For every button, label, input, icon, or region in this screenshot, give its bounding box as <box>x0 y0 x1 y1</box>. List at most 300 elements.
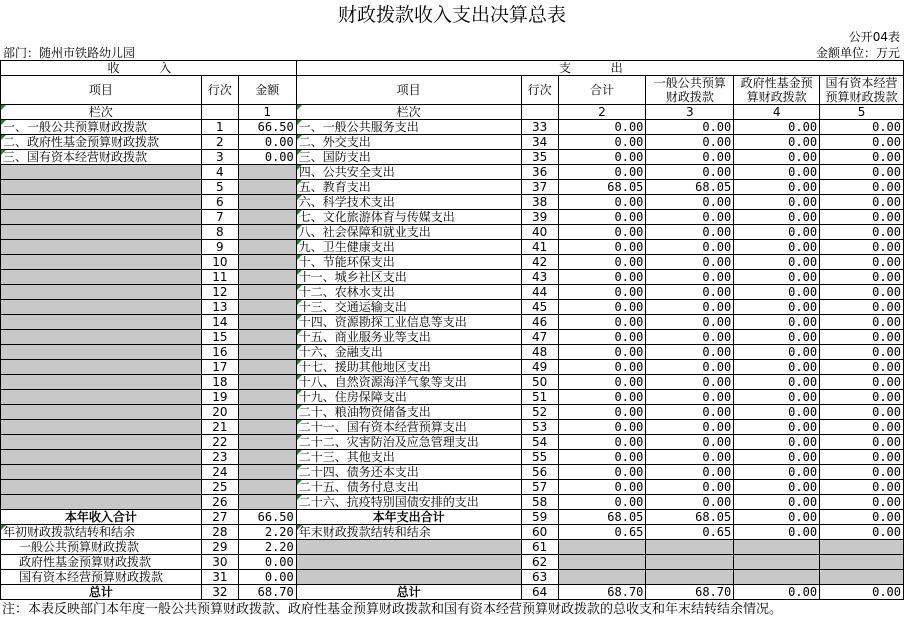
expense-soe: 0.00 <box>820 180 904 195</box>
expense-row-no: 49 <box>521 360 558 375</box>
expense-total: 0.00 <box>558 495 646 510</box>
expense-general: 0.00 <box>646 345 734 360</box>
income-amount <box>238 375 296 390</box>
income-item <box>1 165 202 180</box>
expense-soe: 0.00 <box>820 345 904 360</box>
table-row <box>1 330 904 345</box>
col-header-gov-fund: 政府性基金预算财政拨款 <box>734 76 820 105</box>
table-row <box>1 120 904 135</box>
table-row <box>1 180 904 195</box>
expense-soe: 0.00 <box>820 315 904 330</box>
income-row-no: 18 <box>201 375 238 390</box>
income-item <box>1 495 202 510</box>
expense-blank-soe <box>820 570 904 585</box>
year-expense-general: 68.05 <box>646 510 734 525</box>
income-row-no: 2 <box>201 135 238 150</box>
income-item: 二、政府性基金预算财政拨款 <box>1 135 202 150</box>
expense-general: 0.00 <box>646 450 734 465</box>
income-item <box>1 360 202 375</box>
expense-general: 0.00 <box>646 165 734 180</box>
income-amount <box>238 270 296 285</box>
lanci-5: 5 <box>820 105 904 120</box>
income-item <box>1 225 202 240</box>
report-title: 财政拨款收入支出决算总表 <box>337 4 566 26</box>
table-row <box>1 345 904 360</box>
expense-general: 0.00 <box>646 375 734 390</box>
carry-out-total: 0.65 <box>558 525 646 540</box>
expense-total: 0.00 <box>558 435 646 450</box>
income-row-no: 12 <box>201 285 238 300</box>
expense-blank-fund <box>734 570 820 585</box>
year-income-amount: 66.50 <box>238 510 296 525</box>
expense-total: 0.00 <box>558 120 646 135</box>
expense-fund: 0.00 <box>734 165 820 180</box>
expense-row-no: 48 <box>521 345 558 360</box>
income-row-no: 1 <box>201 120 238 135</box>
expense-general: 0.00 <box>646 330 734 345</box>
expense-soe: 0.00 <box>820 225 904 240</box>
income-item <box>1 450 202 465</box>
income-row-no: 8 <box>201 225 238 240</box>
expense-blank-general <box>646 570 734 585</box>
expense-soe: 0.00 <box>820 240 904 255</box>
expense-total: 0.00 <box>558 210 646 225</box>
expense-item: 六、科学技术支出 <box>296 195 521 210</box>
expense-item: 一、一般公共服务支出 <box>296 120 521 135</box>
expense-general: 0.00 <box>646 435 734 450</box>
expense-fund: 0.00 <box>734 225 820 240</box>
expense-total: 0.00 <box>558 450 646 465</box>
income-amount <box>238 330 296 345</box>
expense-total: 0.00 <box>558 360 646 375</box>
income-row-no: 26 <box>201 495 238 510</box>
income-row-no: 13 <box>201 300 238 315</box>
carry-in-detail-amount: 2.20 <box>238 540 296 555</box>
income-item <box>1 270 202 285</box>
expense-fund: 0.00 <box>734 345 820 360</box>
expense-item: 二十一、国有资本经营预算支出 <box>296 420 521 435</box>
income-amount <box>238 195 296 210</box>
table-row <box>1 480 904 495</box>
expense-soe: 0.00 <box>820 195 904 210</box>
col-header-item-right: 项目 <box>296 76 521 105</box>
carry-in-row-no: 28 <box>201 525 238 540</box>
expense-fund: 0.00 <box>734 450 820 465</box>
income-item: 一、一般公共预算财政拨款 <box>1 120 202 135</box>
expense-item: 十二、农林水支出 <box>296 285 521 300</box>
income-amount <box>238 450 296 465</box>
expense-general: 0.00 <box>646 270 734 285</box>
expense-row-no: 47 <box>521 330 558 345</box>
expense-fund: 0.00 <box>734 495 820 510</box>
income-item <box>1 390 202 405</box>
year-total-row <box>1 510 904 525</box>
expense-total: 0.00 <box>558 315 646 330</box>
col-header-item-left: 项目 <box>1 76 202 105</box>
income-row-no: 15 <box>201 330 238 345</box>
expense-item: 十六、金融支出 <box>296 345 521 360</box>
income-amount <box>238 285 296 300</box>
expense-item: 二十二、灾害防治及应急管理支出 <box>296 435 521 450</box>
grand-left-amount: 68.70 <box>238 585 296 600</box>
department-label: 部门：随州市铁路幼儿园 <box>3 46 136 60</box>
expense-row-no: 54 <box>521 435 558 450</box>
income-row-no: 22 <box>201 435 238 450</box>
income-item <box>1 240 202 255</box>
table-row <box>1 435 904 450</box>
table-row <box>1 390 904 405</box>
expense-soe: 0.00 <box>820 330 904 345</box>
expense-row-no: 50 <box>521 375 558 390</box>
expense-total: 68.05 <box>558 180 646 195</box>
income-amount: 0.00 <box>238 150 296 165</box>
expense-fund: 0.00 <box>734 465 820 480</box>
income-item <box>1 375 202 390</box>
income-row-no: 6 <box>201 195 238 210</box>
expense-blank-total <box>558 540 646 555</box>
table-row <box>1 420 904 435</box>
income-item <box>1 465 202 480</box>
expense-blank-soe <box>820 540 904 555</box>
carry-out-fund: 0.00 <box>734 525 820 540</box>
income-row-no: 5 <box>201 180 238 195</box>
income-row-no: 16 <box>201 345 238 360</box>
income-item <box>1 255 202 270</box>
year-income-label: 本年收入合计 <box>1 510 202 525</box>
income-row-no: 23 <box>201 450 238 465</box>
table-row <box>1 135 904 150</box>
expense-item: 十九、住房保障支出 <box>296 390 521 405</box>
expense-total: 0.00 <box>558 420 646 435</box>
carry-in-detail-row-no: 29 <box>201 540 238 555</box>
expense-row-no: 35 <box>521 150 558 165</box>
expense-blank-fund <box>734 540 820 555</box>
expense-fund: 0.00 <box>734 375 820 390</box>
income-row-no: 7 <box>201 210 238 225</box>
expense-row-no: 53 <box>521 420 558 435</box>
grand-right-total: 68.70 <box>558 585 646 600</box>
expense-soe: 0.00 <box>820 120 904 135</box>
expense-total: 0.00 <box>558 300 646 315</box>
expense-fund: 0.00 <box>734 420 820 435</box>
carry-in-detail-row-no: 31 <box>201 570 238 585</box>
income-amount <box>238 360 296 375</box>
expense-general: 0.00 <box>646 240 734 255</box>
expense-soe: 0.00 <box>820 210 904 225</box>
expense-general: 68.05 <box>646 180 734 195</box>
income-item <box>1 300 202 315</box>
carry-in-label: 年初财政拨款结转和结余 <box>1 525 202 540</box>
income-item <box>1 420 202 435</box>
expense-general: 0.00 <box>646 255 734 270</box>
expense-blank-fund <box>734 555 820 570</box>
expense-general: 0.00 <box>646 135 734 150</box>
income-amount <box>238 345 296 360</box>
expense-row-no: 37 <box>521 180 558 195</box>
income-row-no: 9 <box>201 240 238 255</box>
expense-general: 0.00 <box>646 150 734 165</box>
year-income-row-no: 27 <box>201 510 238 525</box>
expense-row-no: 52 <box>521 405 558 420</box>
grand-right-fund: 0.00 <box>734 585 820 600</box>
expense-blank-item <box>296 555 521 570</box>
expense-fund: 0.00 <box>734 330 820 345</box>
expense-total: 0.00 <box>558 225 646 240</box>
grand-right-soe: 0.00 <box>820 585 904 600</box>
table-row <box>1 270 904 285</box>
year-expense-row-no: 59 <box>521 510 558 525</box>
expense-row-no: 58 <box>521 495 558 510</box>
expense-total: 0.00 <box>558 345 646 360</box>
income-amount: 0.00 <box>238 135 296 150</box>
expense-general: 0.00 <box>646 225 734 240</box>
expense-soe: 0.00 <box>820 435 904 450</box>
income-amount <box>238 435 296 450</box>
year-expense-soe: 0.00 <box>820 510 904 525</box>
income-item <box>1 480 202 495</box>
income-item <box>1 435 202 450</box>
expense-row-no: 39 <box>521 210 558 225</box>
expense-fund: 0.00 <box>734 315 820 330</box>
table-row <box>1 240 904 255</box>
income-item <box>1 315 202 330</box>
table-row <box>1 375 904 390</box>
expense-fund: 0.00 <box>734 360 820 375</box>
expense-fund: 0.00 <box>734 435 820 450</box>
footnote: 注：本表反映部门本年度一般公共预算财政拨款、政府性基金预算财政拨款和国有资本经营预算财政拨款的总收支和年末结转结余情况。 <box>2 602 783 617</box>
income-row-no: 25 <box>201 480 238 495</box>
grand-right-general: 68.70 <box>646 585 734 600</box>
lanci-3: 3 <box>646 105 734 120</box>
expense-fund: 0.00 <box>734 195 820 210</box>
amount-unit-label: 金额单位：万元 <box>815 46 900 60</box>
carry-in-detail-amount: 0.00 <box>238 570 296 585</box>
expense-total: 0.00 <box>558 330 646 345</box>
expense-item: 二十、粮油物资储备支出 <box>296 405 521 420</box>
income-item: 三、国有资本经营财政拨款 <box>1 150 202 165</box>
expense-item: 三、国防支出 <box>296 150 521 165</box>
income-row-no: 17 <box>201 360 238 375</box>
income-amount <box>238 210 296 225</box>
lanci-2: 2 <box>558 105 646 120</box>
income-row-no: 10 <box>201 255 238 270</box>
income-amount <box>238 405 296 420</box>
income-amount <box>238 255 296 270</box>
income-amount <box>238 495 296 510</box>
expense-item: 二、外交支出 <box>296 135 521 150</box>
expense-fund: 0.00 <box>734 120 820 135</box>
expense-detail-row-no: 62 <box>521 555 558 570</box>
income-amount <box>238 480 296 495</box>
table-row <box>1 315 904 330</box>
expense-total: 0.00 <box>558 150 646 165</box>
income-item <box>1 345 202 360</box>
expense-general: 0.00 <box>646 405 734 420</box>
form-code: 公开04表 <box>848 30 900 44</box>
expense-fund: 0.00 <box>734 270 820 285</box>
expense-detail-row-no: 63 <box>521 570 558 585</box>
table-row <box>1 450 904 465</box>
expense-item: 十四、资源勘探工业信息等支出 <box>296 315 521 330</box>
carry-in-detail-row <box>1 570 904 585</box>
col-header-row-no-right: 行次 <box>521 76 558 105</box>
expense-item: 十三、交通运输支出 <box>296 300 521 315</box>
expense-blank-item <box>296 570 521 585</box>
expense-fund: 0.00 <box>734 240 820 255</box>
expense-general: 0.00 <box>646 480 734 495</box>
expense-total: 0.00 <box>558 270 646 285</box>
expense-row-no: 45 <box>521 300 558 315</box>
expense-total: 0.00 <box>558 480 646 495</box>
lanci-label-right: 栏次 <box>296 105 521 120</box>
expense-fund: 0.00 <box>734 285 820 300</box>
income-amount <box>238 240 296 255</box>
table-row <box>1 150 904 165</box>
expense-item: 十五、商业服务业等支出 <box>296 330 521 345</box>
income-item <box>1 195 202 210</box>
expense-item: 二十四、债务还本支出 <box>296 465 521 480</box>
expense-fund: 0.00 <box>734 135 820 150</box>
expense-total: 0.00 <box>558 405 646 420</box>
expense-general: 0.00 <box>646 285 734 300</box>
year-expense-fund: 0.00 <box>734 510 820 525</box>
income-amount: 66.50 <box>238 120 296 135</box>
expense-soe: 0.00 <box>820 420 904 435</box>
expense-blank-general <box>646 555 734 570</box>
grand-right-row-no: 64 <box>521 585 558 600</box>
expense-total: 0.00 <box>558 285 646 300</box>
expense-general: 0.00 <box>646 315 734 330</box>
income-row-no: 19 <box>201 390 238 405</box>
expense-total: 0.00 <box>558 165 646 180</box>
income-row-no: 20 <box>201 405 238 420</box>
lanci-1: 1 <box>238 105 296 120</box>
expense-blank-total <box>558 570 646 585</box>
expense-row-no: 40 <box>521 225 558 240</box>
expense-total: 0.00 <box>558 195 646 210</box>
expense-row-no: 38 <box>521 195 558 210</box>
expense-fund: 0.00 <box>734 255 820 270</box>
expense-row-no: 41 <box>521 240 558 255</box>
expense-general: 0.00 <box>646 495 734 510</box>
income-amount <box>238 180 296 195</box>
carry-in-detail-label: 一般公共预算财政拨款 <box>1 540 202 555</box>
expense-row-no: 57 <box>521 480 558 495</box>
expense-soe: 0.00 <box>820 270 904 285</box>
carry-in-detail-row-no: 30 <box>201 555 238 570</box>
expense-item: 九、卫生健康支出 <box>296 240 521 255</box>
expense-item: 十七、援助其他地区支出 <box>296 360 521 375</box>
expense-soe: 0.00 <box>820 480 904 495</box>
expense-general: 0.00 <box>646 195 734 210</box>
expense-soe: 0.00 <box>820 255 904 270</box>
expense-total: 0.00 <box>558 375 646 390</box>
expense-row-no: 51 <box>521 390 558 405</box>
expense-general: 0.00 <box>646 120 734 135</box>
expense-blank-total <box>558 555 646 570</box>
expense-item: 十一、城乡社区支出 <box>296 270 521 285</box>
income-item <box>1 330 202 345</box>
expense-row-no: 42 <box>521 255 558 270</box>
fiscal-summary-table <box>0 60 904 600</box>
table-row <box>1 495 904 510</box>
expense-item: 二十三、其他支出 <box>296 450 521 465</box>
expense-soe: 0.00 <box>820 495 904 510</box>
expense-total: 0.00 <box>558 255 646 270</box>
income-item <box>1 180 202 195</box>
expense-item: 七、文化旅游体育与传媒支出 <box>296 210 521 225</box>
expense-item: 八、社会保障和就业支出 <box>296 225 521 240</box>
expense-general: 0.00 <box>646 465 734 480</box>
expense-row-no: 46 <box>521 315 558 330</box>
table-row <box>1 300 904 315</box>
expense-item: 四、公共安全支出 <box>296 165 521 180</box>
grand-left-row-no: 32 <box>201 585 238 600</box>
expense-soe: 0.00 <box>820 465 904 480</box>
col-header-general-budget: 一般公共预算财政拨款 <box>646 76 734 105</box>
expense-row-no: 33 <box>521 120 558 135</box>
income-amount <box>238 315 296 330</box>
carry-out-general: 0.65 <box>646 525 734 540</box>
expense-total: 0.00 <box>558 240 646 255</box>
expense-soe: 0.00 <box>820 450 904 465</box>
expense-fund: 0.00 <box>734 405 820 420</box>
table-row <box>1 465 904 480</box>
income-amount <box>238 165 296 180</box>
table-row <box>1 195 904 210</box>
expense-soe: 0.00 <box>820 375 904 390</box>
carry-out-row-no: 60 <box>521 525 558 540</box>
expense-row-no: 34 <box>521 135 558 150</box>
income-row-no: 21 <box>201 420 238 435</box>
expense-general: 0.00 <box>646 390 734 405</box>
grand-left-label: 总计 <box>1 585 202 600</box>
carry-in-detail-label: 政府性基金预算财政拨款 <box>1 555 202 570</box>
expense-header: 支 出 <box>296 61 903 76</box>
income-row-no: 14 <box>201 315 238 330</box>
carry-in-detail-row <box>1 540 904 555</box>
carry-over-row <box>1 525 904 540</box>
lanci-blank-right <box>521 105 558 120</box>
expense-item: 十八、自然资源海洋气象等支出 <box>296 375 521 390</box>
lanci-blank-left <box>201 105 238 120</box>
expense-row-no: 44 <box>521 285 558 300</box>
col-header-amount: 金额 <box>238 76 296 105</box>
expense-detail-row-no: 61 <box>521 540 558 555</box>
income-amount <box>238 465 296 480</box>
lanci-4: 4 <box>734 105 820 120</box>
expense-total: 0.00 <box>558 465 646 480</box>
expense-item: 五、教育支出 <box>296 180 521 195</box>
expense-soe: 0.00 <box>820 390 904 405</box>
table-row <box>1 225 904 240</box>
carry-in-detail-row <box>1 555 904 570</box>
income-amount <box>238 300 296 315</box>
expense-soe: 0.00 <box>820 405 904 420</box>
expense-general: 0.00 <box>646 210 734 225</box>
expense-fund: 0.00 <box>734 300 820 315</box>
expense-general: 0.00 <box>646 300 734 315</box>
expense-soe: 0.00 <box>820 300 904 315</box>
expense-fund: 0.00 <box>734 480 820 495</box>
income-amount <box>238 420 296 435</box>
expense-row-no: 36 <box>521 165 558 180</box>
expense-total: 0.00 <box>558 390 646 405</box>
income-row-no: 11 <box>201 270 238 285</box>
year-expense-total: 68.05 <box>558 510 646 525</box>
expense-soe: 0.00 <box>820 165 904 180</box>
income-item <box>1 285 202 300</box>
